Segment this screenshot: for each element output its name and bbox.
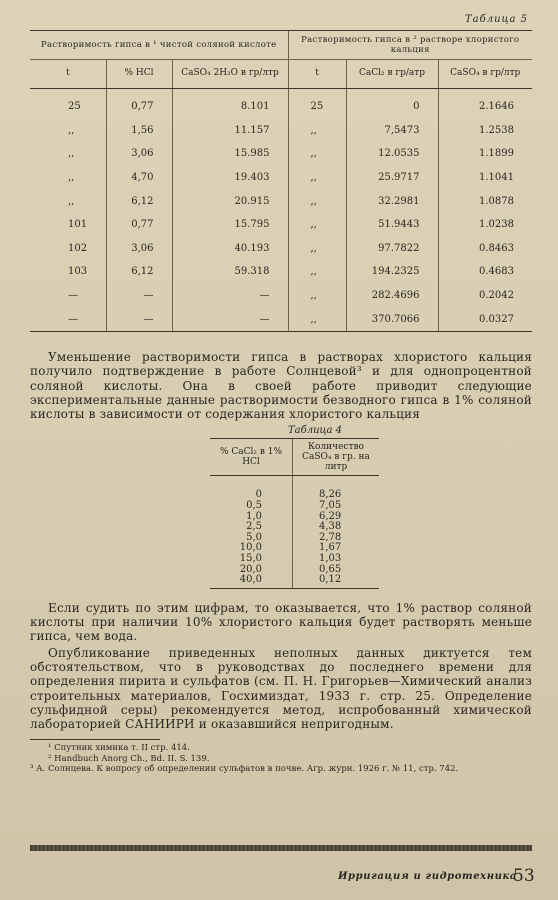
table5-cell: 7,5473 <box>346 119 438 143</box>
table4-cell: 8,26 <box>293 476 380 501</box>
table5-cell: 15.985 <box>172 142 288 166</box>
table5-cell: 1.2538 <box>438 119 532 143</box>
table5-cell: 4,70 <box>106 166 172 190</box>
table5-group1-header: Растворимость гипса в ¹ чистой соляной кислоте <box>30 31 288 60</box>
table4-cell: 0,5 <box>246 500 262 512</box>
table4-row <box>210 522 379 533</box>
table4-col2: Количество CaSO₄ в гр. на литр <box>293 439 380 476</box>
table5-cell: 1.0238 <box>438 213 532 237</box>
table5-cell: 0.2042 <box>438 284 532 308</box>
table5-body <box>30 89 532 332</box>
table5-cell: 11.157 <box>172 119 288 143</box>
table5-cell: 370.7066 <box>346 307 438 331</box>
table4-caption: Таблица 4 <box>287 425 342 437</box>
table5-cell: 1.0878 <box>438 189 532 213</box>
table4-row <box>210 501 379 512</box>
paragraph-3: Опубликование приведенных неполных данных диктуется тем обстоятельством, что в руководствах до последнего времени для определения пирита и сульфатов (см. П. Н. Григорьев—Химический анализ строительных материалов, Госхимиздат, 1933 г. стр. 25. Определение сульфидной серы) рекомендуется метод, испробованный химической лабораторией САНИИРИ и оказавшийся непригодным. <box>30 645 532 732</box>
table5-cell: ,, <box>68 148 75 160</box>
table5-cell: ,, <box>288 213 346 237</box>
table5 <box>30 30 532 332</box>
table5-col-caso4-2: CaSO₄ в гр/лтр <box>438 60 532 89</box>
table5-cell: ,, <box>288 166 346 190</box>
table5-cell: 8.101 <box>172 89 288 119</box>
table5-cell: 25 <box>288 89 346 119</box>
page-number: 53 <box>513 866 535 886</box>
table5-cell: — <box>106 284 172 308</box>
table5-cell: 1.1899 <box>438 142 532 166</box>
table4-cell: 0,12 <box>293 575 380 588</box>
table4-col1: % CaCl₂ в 1% HCl <box>210 439 293 476</box>
table5-cell: 20.915 <box>172 189 288 213</box>
table5-cell: 0,77 <box>106 89 172 119</box>
table5-row <box>30 166 532 190</box>
table5-row <box>30 119 532 143</box>
table5-cell: 6,12 <box>106 260 172 284</box>
table5-cell: 0 <box>346 89 438 119</box>
table4-row <box>210 543 379 554</box>
table5-col-hcl: % HCl <box>106 60 172 89</box>
table4-cell: 5,0 <box>246 531 262 543</box>
table5-cell: — <box>172 307 288 331</box>
footer-rule <box>30 845 532 851</box>
table4-cell: 0 <box>255 489 262 501</box>
table4-cell: 20,0 <box>239 563 262 575</box>
table5-cell: ,, <box>68 195 75 207</box>
table4-cell: 7,05 <box>293 501 380 512</box>
table5-cell: 3,06 <box>106 142 172 166</box>
table4-row <box>210 575 379 588</box>
table5-cell: ,, <box>288 237 346 261</box>
table5-cell: 2.1646 <box>438 89 532 119</box>
table5-cell: 0.8463 <box>438 237 532 261</box>
paragraph-1: Уменьшение растворимости гипса в растворах хлористого кальция получило подтверждение в работе Солнцевой³ и для однопроцентной соляной кислоты. Она в своей работе приводит следующие экспериментальные данные растворимости безводного гипса в 1% соляной кислоты в зависимости от содержания хлористого кальция <box>30 349 532 422</box>
footnote-1: ¹ Спутник химика т. II стр. 414. <box>48 743 190 754</box>
table5-cell: 25.9717 <box>346 166 438 190</box>
table5-col-caso4-1: CaSO₄ 2H₂O в гр/лтр <box>172 60 288 89</box>
table5-cell: ,, <box>288 142 346 166</box>
table5-cell: ,, <box>288 284 346 308</box>
table5-cell: 1,56 <box>106 119 172 143</box>
table4-cell: 1,0 <box>246 510 262 522</box>
table5-cell: ,, <box>288 189 346 213</box>
table4-row <box>210 533 379 544</box>
table4-cell: 0,65 <box>293 565 380 576</box>
table5-cell: 282.4696 <box>346 284 438 308</box>
table5-cell: ,, <box>288 307 346 331</box>
table5-row <box>30 89 532 119</box>
table5-col-t1: t <box>30 60 106 89</box>
table5-cell: 102 <box>68 242 88 254</box>
table5-row <box>30 260 532 284</box>
table5-row <box>30 237 532 261</box>
table4-cell: 2,5 <box>246 521 262 533</box>
table4-cell: 2,78 <box>293 533 380 544</box>
table5-cell: 0.4683 <box>438 260 532 284</box>
table5-cell: 0.0327 <box>438 307 532 331</box>
table5-cell: 97.7822 <box>346 237 438 261</box>
table5-cell: ,, <box>288 119 346 143</box>
table5-cell: 51.9443 <box>346 213 438 237</box>
table5-col-cacl2: CaCl₂ в гр/атр <box>346 60 438 89</box>
table5-row <box>30 284 532 308</box>
table5-cell: 6,12 <box>106 189 172 213</box>
table4-cell: 6,29 <box>293 512 380 523</box>
table5-cell: — <box>172 284 288 308</box>
table4-row <box>210 512 379 523</box>
table4 <box>210 438 379 588</box>
table4-body <box>210 476 379 588</box>
table4-row <box>210 565 379 576</box>
running-title: Ирригация и гидротехника <box>338 871 517 882</box>
table5-col-t2: t <box>288 60 346 89</box>
table5-row <box>30 307 532 331</box>
table5-row <box>30 189 532 213</box>
table5-cell: ,, <box>68 124 75 136</box>
table5-row <box>30 213 532 237</box>
table5-cell: 103 <box>68 266 88 278</box>
footnote-2: ² Handbuch Anorg Ch., Bd. II. S. 139. <box>48 753 210 764</box>
footnote-3: ³ А. Солнцева. К вопросу об определении сульфатов в почве. Агр. журн. 1926 г. № 11, стр. 742. <box>30 764 459 775</box>
table4-cell: 40,0 <box>210 575 293 588</box>
footnote-rule <box>30 739 160 740</box>
table5-cell: 3,06 <box>106 237 172 261</box>
table5-cell: 19.403 <box>172 166 288 190</box>
table5-cell: 15.795 <box>172 213 288 237</box>
table5-cell: 12.0535 <box>346 142 438 166</box>
table4-row <box>210 476 379 501</box>
table5-caption: Таблица 5 <box>464 14 528 25</box>
table5-cell: 40.193 <box>172 237 288 261</box>
table5-cell: ,, <box>68 172 75 184</box>
table5-row <box>30 142 532 166</box>
table5-cell: 59.318 <box>172 260 288 284</box>
table5-cell: 1.1041 <box>438 166 532 190</box>
table5-cell: 32.2981 <box>346 189 438 213</box>
table4-cell: 1,03 <box>293 554 380 565</box>
table4-cell: 15,0 <box>239 552 262 564</box>
table5-cell: 194.2325 <box>346 260 438 284</box>
table5-cell: 101 <box>68 219 88 231</box>
table4-cell: 10,0 <box>239 542 262 554</box>
table4-cell: 1,67 <box>293 543 380 554</box>
table4-cell: 4,38 <box>293 522 380 533</box>
table5-cell: 25 <box>68 101 81 113</box>
table5-group2-header: Растворимость гипса в ² растворе хлористого кальция <box>288 31 532 60</box>
table5-cell: — <box>30 307 106 331</box>
paragraph-2: Если судить по этим цифрам, то оказывается, что 1% раствор соляной кислоты при наличии 10% хлористого кальция будет растворять меньше гипса, чем вода. <box>30 600 532 644</box>
table5-cell: 0,77 <box>106 213 172 237</box>
table5-cell: ,, <box>288 260 346 284</box>
table5-cell: — <box>68 290 78 302</box>
table4-row <box>210 554 379 565</box>
table5-cell: — <box>106 307 172 331</box>
